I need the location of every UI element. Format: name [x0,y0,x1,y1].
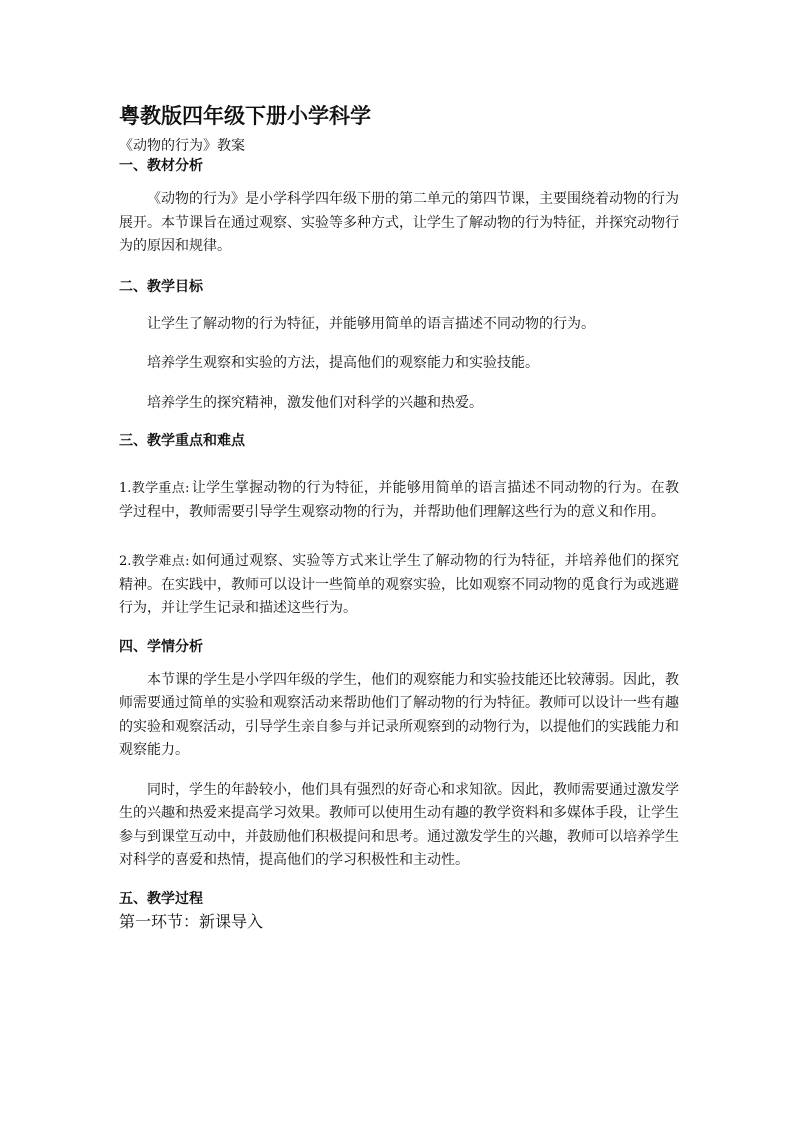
section-heading-student-analysis: 四、学情分析 [119,638,203,655]
document-body [119,100,679,932]
section-heading-teaching-process: 五、教学过程 [119,890,203,907]
key-point-paragraph [119,477,679,524]
section-heading-teaching-goals: 二、教学目标 [119,278,203,295]
document-subtitle: 《动物的行为》教案 [119,138,245,154]
textbook-analysis-paragraph: 《动物的行为》是小学科学四年级下册的第二单元的第四节课，主要围绕着动物的行为展开。本节课旨在通过观察、实验等多种方式，让学生了解动物的行为特征，并探究动物行为的原因和规律。 [119,191,679,254]
difficulty-text: 如何通过观察、实验等方式来让学生了解动物的行为特征，并培养他们的探究精神。在实践中，教师可以设计一些简单的观察实验，比如观察不同动物的觅食行为或逃避行为，并让学生记录和描述这些行为。 [119,553,679,616]
student-analysis-paragraph-2: 同时，学生的年龄较小，他们具有强烈的好奇心和求知欲。因此，教师需要通过激发学生的兴趣和热爱来提高学习效果。教师可以使用生动有趣的教学资料和多媒体手段，让学生参与到课堂互动中，并鼓励他们积极提问和思考。通过激发学生的兴趣，教师可以培养学生对科学的喜爱和热情，提高他们的学习积极性和主动性。 [119,781,679,868]
teaching-goal-2: 培养学生观察和实验的方法，提高他们的观察能力和实验技能。 [147,355,539,371]
section-heading-key-points: 三、教学重点和难点 [119,433,245,449]
student-analysis-paragraph-1: 本节课的学生是小学四年级的学生，他们的观察能力和实验技能还比较薄弱。因此，教师需要通过简单的实验和观察活动来帮助他们了解动物的行为特征。教师可以设计一些有趣的实验和观察活动，引导学生亲自参与并记录所观察到的动物行为，以提他们的实践能力和观察能力。 [119,671,679,758]
teaching-goal-3: 培养学生的探究精神，激发他们对科学的兴趣和热爱。 [147,394,483,411]
key-point-text: 让学生掌握动物的行为特征，并能够用简单的语言描述不同动物的行为。在教学过程中，教师需要引导学生观察动物的行为，并帮助他们理解这些行为的意义和作用。 [119,480,679,520]
teaching-step-1: 第一环节：新课导入 [119,911,264,931]
teaching-goal-1: 让学生了解动物的行为特征，并能够用简单的语言描述不同动物的行为。 [147,315,595,332]
difficulty-paragraph [119,550,679,621]
difficulty-label: 2.教学难点: [119,554,190,569]
section-heading-textbook-analysis: 一、教材分析 [119,158,203,174]
key-point-label: 1.教学重点: [119,481,190,496]
document-title: 粤教版四年级下册小学科学 [119,103,371,128]
